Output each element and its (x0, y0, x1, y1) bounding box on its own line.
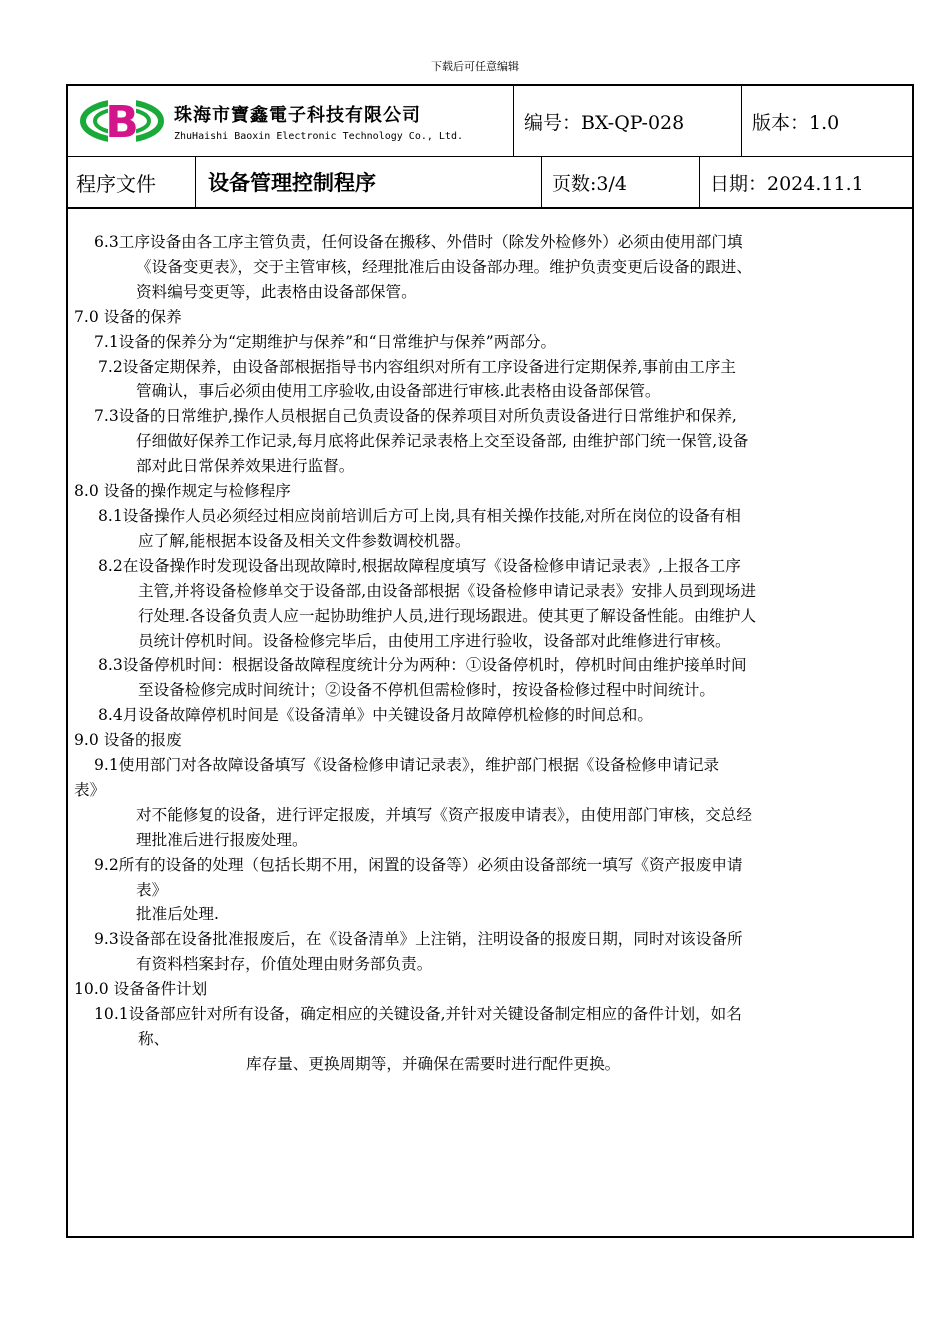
company-name (174, 101, 463, 142)
page-number: 页数:3/4 (542, 157, 700, 207)
body-line: 部对此日常保养效果进行监督。 (136, 457, 355, 476)
body-line: 7.2设备定期保养，由设备部根据指导书内容组织对所有工序设备进行定期保养,事前由工序主 (98, 357, 736, 376)
body-line: 8.1设备操作人员必须经过相应岗前培训后方可上岗,具有相关操作技能,对所在岗位的设备有相 (98, 506, 741, 525)
document-date: 日期：2024.11.1 (710, 172, 864, 195)
body-line: 员统计停机时间。设备检修完毕后，由使用工序进行验收，设备部对此维修进行审核。 (138, 631, 731, 650)
section-heading: 9.0 设备的报废 (74, 731, 182, 750)
body-line: 有资料档案封存，价值处理由财务部负责。 (136, 955, 433, 974)
body-line: 仔细做好保养工作记录,每月底将此保养记录表格上交至设备部, 由维护部门统一保管,设备 (136, 432, 749, 451)
body-line: 9.3设备部在设备批准报废后，在《设备清单》上注销，注明设备的报废日期，同时对该设备所 (94, 930, 743, 949)
document-type: 程序文件 (68, 157, 196, 207)
header-row-2 (68, 157, 912, 209)
company-name-en: ZhuHaishi Baoxin Electronic Technology Co., Ltd. (174, 130, 463, 142)
body-line: 《设备变更表》，交于主管审核，经理批准后由设备部办理。维护负责变更后设备的跟进、 (136, 257, 752, 276)
document-code: 编号：BX-QP-028 (514, 86, 742, 156)
document-body (74, 230, 906, 1077)
body-line: 管确认，事后必须由使用工序验收,由设备部进行审核.此表格由设备部保管。 (136, 382, 661, 401)
header-row-1 (68, 86, 912, 157)
body-line: 库存量、更换周期等，并确保在需要时进行配件更换。 (246, 1054, 621, 1073)
body-line: 至设备检修完成时间统计；②设备不停机但需检修时，按设备检修过程中时间统计。 (138, 681, 715, 700)
body-line: 应了解,能根据本设备及相关文件参数调校机器。 (138, 531, 471, 550)
body-line: 理批准后进行报废处理。 (136, 830, 308, 849)
body-line: 称、 (138, 1030, 170, 1048)
body-line: 资料编号变更等，此表格由设备部保管。 (136, 282, 417, 301)
body-line: 主管,并将设备检修单交于设备部,由设备部根据《设备检修申请记录表》安排人员到现场进 (138, 581, 757, 600)
body-line: 7.1设备的保养分为“定期维护与保养”和“日常维护与保养”两部分。 (94, 332, 557, 351)
company-logo-icon (80, 96, 164, 146)
body-line: 6.3工序设备由各工序主管负责，任何设备在搬移、外借时（除发外检修外）必须由使用部门填 (94, 233, 743, 251)
body-line: 10.1设备部应针对所有设备，确定相应的关键设备,并针对关键设备制定相应的备件计划，如名 (94, 1005, 742, 1024)
logo-cell (68, 86, 514, 156)
body-line: 对不能修复的设备，进行评定报废，并填写《资产报废申请表》，由使用部门审核，交总经 (136, 805, 752, 824)
body-line: 行处理.各设备负责人应一起协助维护人员,进行现场跟进。使其更了解设备性能。由维护人 (138, 606, 757, 625)
logo-letter: B (105, 97, 139, 146)
body-line: 7.3设备的日常维护,操作人员根据自己负责设备的保养项目对所负责设备进行日常维护和保养, (94, 407, 737, 426)
body-line: 8.3设备停机时间：根据设备故障程度统计分为两种：①设备停机时，停机时间由维护接单时间 (98, 656, 747, 675)
document-version: 版本：1.0 (752, 111, 840, 134)
document-frame (66, 84, 914, 1238)
top-note: 下载后可任意编辑 (431, 60, 519, 73)
section-heading: 8.0 设备的操作规定与检修程序 (74, 482, 291, 501)
body-line: 8.2在设备操作时发现设备出现故障时,根据故障程度填写《设备检修申请记录表》,上报各工序 (98, 556, 741, 575)
document-title: 设备管理控制程序 (196, 157, 542, 207)
body-line: 9.1使用部门对各故障设备填写《设备检修申请记录表》，维护部门根据《设备检修申请记录 (94, 756, 720, 775)
body-line: 批准后处理. (136, 905, 219, 924)
body-line: 表》 (136, 880, 168, 899)
section-heading: 表》 (74, 780, 106, 799)
section-heading: 10.0 设备备件计划 (74, 980, 208, 999)
body-line: 9.2所有的设备的处理（包括长期不用，闲置的设备等）必须由设备部统一填写《资产报废申请 (94, 855, 743, 874)
company-name-cn: 珠海市寶鑫電子科技有限公司 (174, 104, 421, 126)
body-line: 8.4月设备故障停机时间是《设备清单》中关键设备月故障停机检修的时间总和。 (98, 706, 653, 725)
section-heading: 7.0 设备的保养 (74, 307, 182, 326)
